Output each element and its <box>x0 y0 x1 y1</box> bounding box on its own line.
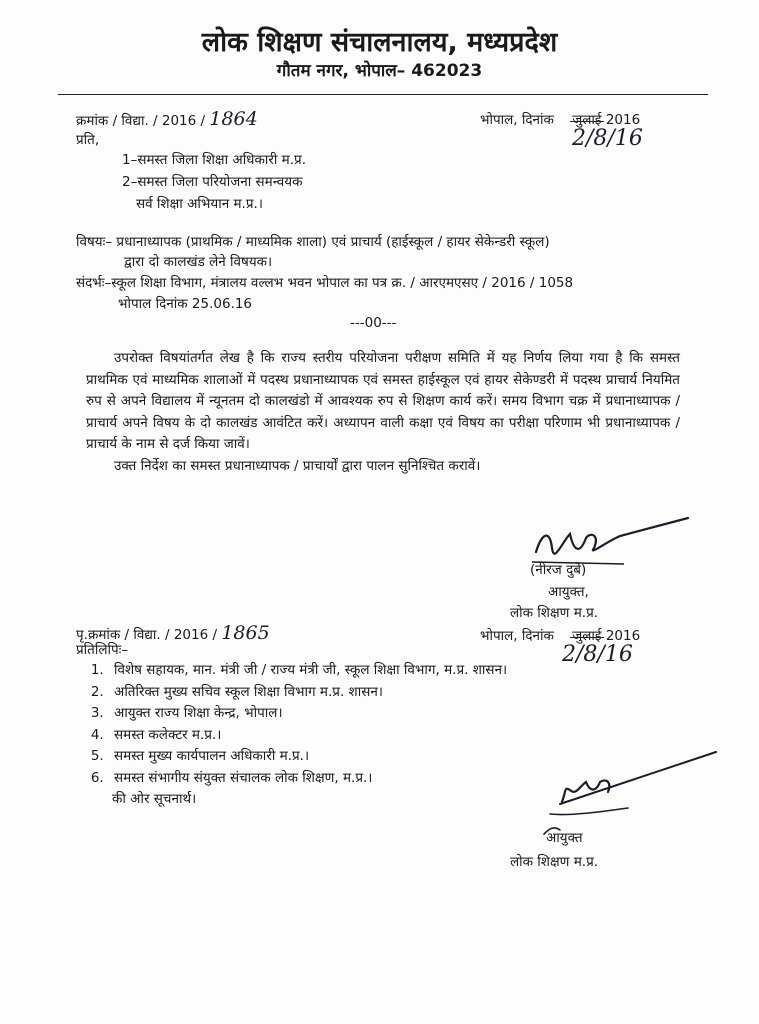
reference-line-2: भोपाल दिनांक 25.06.16 <box>118 296 253 312</box>
letterhead-address: गौतम नगर, भोपाल– 462023 <box>276 61 483 81</box>
letter-body <box>86 348 680 477</box>
header-rule <box>58 94 708 95</box>
to-line-1: 1–समस्त जिला शिक्षा अधिकारी म.प्र. <box>122 152 306 168</box>
to-label: प्रति, <box>76 132 100 148</box>
letter-number-prefix: क्रमांक / विद्या. / 2016 / <box>76 113 206 129</box>
copy-date-handwritten: 2/8/16 <box>562 642 633 667</box>
date-handwritten: 2/8/16 <box>572 126 643 151</box>
body-paragraph-2: उक्त निर्देश का समस्त प्रधानाध्यापक / प्राचार्यों द्वारा पालन सुनिश्चित करावें। <box>114 457 481 474</box>
signatory-designation: आयुक्त, <box>548 584 589 600</box>
list-item: 5. समस्त मुख्य कार्यपालन अधिकारी म.प्र.। <box>108 746 507 768</box>
signature-2 <box>540 742 720 842</box>
list-item: 1. विशेष सहायक, मान. मंत्री जी / राज्य मंत्री जी, स्कूल शिक्षा विभाग, म.प्र. शासन। <box>108 660 507 682</box>
date-label: भोपाल, दिनांक <box>480 112 554 128</box>
subject-line-1: विषयः– प्रधानाध्यापक (प्राथमिक / माध्यमिक शाला) एवं प्राचार्य (हाईस्कूल / हायर सेकेन्डरी स्कूल) <box>76 234 550 250</box>
copy-year: 2016 <box>605 628 641 644</box>
copy-number-handwritten: 1865 <box>221 622 270 644</box>
list-item: 6. समस्त संभागीय संयुक्त संचालक लोक शिक्षण, म.प्र.। <box>108 768 507 790</box>
letterhead-title: लोक शिक्षण संचालनालय, मध्यप्रदेश <box>201 27 558 58</box>
signatory-name: (नीरज दुबे) <box>530 562 587 578</box>
to-line-3: सर्व शिक्षा अभियान म.प्र.। <box>136 196 263 212</box>
letter-number-handwritten: 1864 <box>209 108 258 130</box>
copy-signatory-designation: आयुक्त <box>546 830 583 846</box>
copy-to-closing: की ओर सूचनार्थ। <box>112 791 197 807</box>
copy-number-prefix: पृ.क्रमांक / विद्या. / 2016 / <box>76 627 218 643</box>
list-item: 3. आयुक्त राज्य शिक्षा केन्द्र, भोपाल। <box>108 703 507 725</box>
year: 2016 <box>605 112 641 128</box>
letter-number <box>76 108 258 130</box>
list-item: 2. अतिरिक्त मुख्य सचिव स्कूल शिक्षा विभाग म.प्र. शासन। <box>108 682 507 704</box>
subject-line-2: द्वारा दो कालखंड लेने विषयक। <box>124 254 273 270</box>
body-paragraph-1: उपरोक्त विषयांतर्गत लेख है कि राज्य स्तरीय परियोजना परीक्षण समिति में यह निर्णय लिया गया है कि समस्त प्राथमिक एवं माध्यमिक शालाओं में पदस्थ प्रधानाध्यापक एवं समस्त हाईस्कूल एवं हायर सेकेण्डरी में पदस्थ प्राचार्य नियमित रुप से अपने विद्यालय में न्यूनतम दो कालखंडो में आवश्यक रुप से शिक्षण कार्य करें। समय विभाग चक्र में प्रधानाध्यापक / प्राचार्य अपने विषय के दो कालखंड आवंटित करें। अध्यापन वाली कक्षा एवं विषय का परीक्षा परिणाम भी प्रधानाध्यापक / प्राचार्य के नाम से दर्ज किया जावें। <box>86 350 680 452</box>
signatory-office: लोक शिक्षण म.प्र. <box>510 605 599 621</box>
month-struck: जुलाई <box>572 112 602 128</box>
copy-signatory-office: लोक शिक्षण म.प्र. <box>510 854 599 870</box>
copy-month-struck: जुलाई <box>572 628 602 644</box>
list-item: 4. समस्त कलेक्टर म.प्र.। <box>108 725 507 747</box>
copy-to-label: प्रतिलिपिः– <box>76 642 129 658</box>
to-line-2: 2–समस्त जिला परियोजना समन्वयक <box>122 174 303 190</box>
divider: ---00--- <box>350 315 397 331</box>
copy-date-label: भोपाल, दिनांक <box>480 628 554 644</box>
copy-to-list <box>86 660 507 789</box>
reference-line-1: संदर्भः–स्कूल शिक्षा विभाग, मंत्रालय वल्लभ भवन भोपाल का पत्र क्र. / आरएमएसए / 2016 / 1058 <box>76 275 574 291</box>
